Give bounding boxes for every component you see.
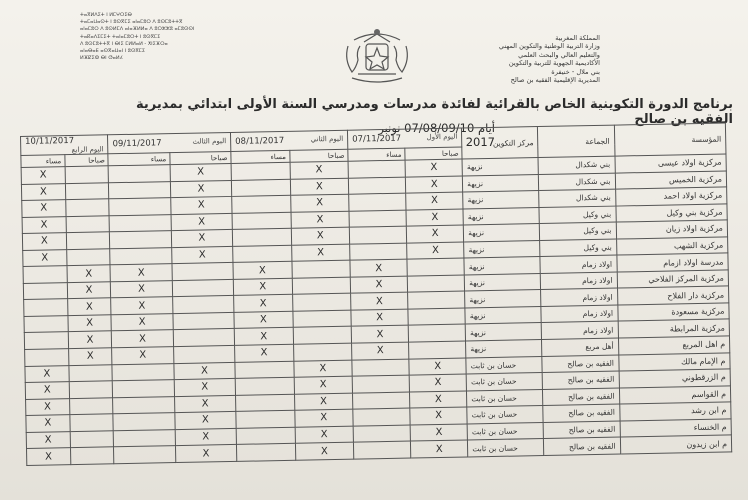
day-date: 09/11/2017: [112, 138, 162, 150]
commune-cell: بني شكدال: [538, 156, 614, 174]
attendance-mark: X: [234, 295, 293, 313]
attendance-mark: X: [406, 176, 463, 194]
institution-column-header: المؤسسة: [614, 123, 726, 156]
header-right-line: وزارة التربية الوطنية والتكوين المهني: [498, 42, 600, 51]
attendance-mark: X: [352, 342, 409, 360]
institution-cell: م ابن زيدون: [620, 435, 732, 454]
empty-cell: [65, 166, 109, 183]
header-left-line: ⴷ ⵓⵙⵎⵓⵜⵜⴳ ⵏ ⴱⵏⵉ ⵎⵍⵍⴰⵍ - ⵅⵏⵉⴼⵔⴰ: [80, 40, 168, 47]
morning-header: صباحا: [65, 154, 109, 167]
commune-cell: اولاد زمام: [542, 322, 618, 340]
empty-cell: [409, 341, 466, 359]
institution-cell: مدرسة اولاد ازمام: [616, 253, 728, 272]
evening-header: مساء: [108, 153, 170, 166]
attendance-mark: X: [26, 431, 70, 448]
empty-cell: [24, 299, 68, 316]
empty-cell: [173, 345, 235, 363]
empty-cell: [408, 308, 465, 326]
institution-cell: م الخنساء: [620, 419, 732, 438]
empty-cell: [353, 408, 410, 426]
attendance-mark: X: [291, 211, 350, 229]
attendance-mark: X: [410, 407, 467, 425]
document-subtitle: أيام 07/08/09/10 نونبر 2017: [378, 121, 495, 149]
attendance-mark: X: [411, 440, 468, 458]
empty-cell: [292, 260, 351, 278]
empty-cell: [69, 364, 113, 381]
empty-cell: [233, 245, 292, 263]
commune-cell: الفقيه بن صالح: [543, 371, 619, 389]
institution-cell: مركزية اولاد عيسى: [614, 154, 726, 173]
institution-cell: مركزية مسعودة: [617, 303, 729, 322]
attendance-mark: X: [290, 194, 349, 212]
attendance-mark: X: [295, 426, 354, 444]
day-header: [21, 135, 109, 156]
attendance-mark: X: [350, 276, 407, 294]
attendance-mark: X: [174, 379, 236, 397]
day-name: اليوم الثالث: [192, 137, 227, 146]
commune-cell: الفقيه بن صالح: [542, 355, 618, 373]
empty-cell: [108, 165, 170, 183]
attendance-mark: X: [22, 233, 66, 250]
commune-cell: اولاد زمام: [541, 305, 617, 323]
center-cell: نزيهة: [464, 273, 540, 291]
empty-cell: [235, 377, 294, 395]
empty-cell: [231, 179, 290, 197]
commune-cell: الفقيه بن صالح: [544, 437, 620, 455]
empty-cell: [353, 425, 410, 443]
center-cell: حسان بن ثابت: [466, 373, 542, 391]
empty-cell: [114, 446, 176, 464]
coat-of-arms-emblem: [334, 26, 420, 88]
institution-cell: مركزية دار الفلاح: [617, 286, 729, 305]
empty-cell: [292, 294, 351, 312]
institution-cell: مركزية بني وكيل: [615, 204, 727, 223]
institution-cell: م الإمام مالك: [618, 352, 730, 371]
commune-cell: أهل مربع: [542, 338, 618, 356]
attendance-mark: X: [111, 280, 173, 298]
attendance-mark: X: [410, 391, 467, 409]
attendance-mark: X: [175, 412, 237, 430]
attendance-mark: X: [405, 159, 462, 177]
header-tifinagh-block: [80, 12, 295, 62]
center-cell: نزيهة: [463, 174, 539, 192]
attendance-mark: X: [410, 424, 467, 442]
institution-cell: م اهل المربع: [618, 336, 730, 355]
empty-cell: [293, 343, 352, 361]
attendance-mark: X: [25, 382, 69, 399]
center-cell: نزيهة: [463, 207, 539, 225]
center-cell: نزيهة: [464, 240, 540, 258]
attendance-mark: X: [174, 395, 236, 413]
attendance-mark: X: [175, 445, 237, 463]
center-cell: نزيهة: [466, 340, 542, 358]
attendance-mark: X: [68, 315, 112, 332]
attendance-mark: X: [409, 358, 466, 376]
evening-header: مساء: [21, 155, 65, 168]
attendance-mark: X: [406, 192, 463, 210]
attendance-mark: X: [351, 309, 408, 327]
commune-cell: بني شكدال: [539, 173, 615, 191]
empty-cell: [113, 380, 175, 398]
empty-cell: [109, 214, 171, 232]
empty-cell: [23, 282, 67, 299]
empty-cell: [236, 410, 295, 428]
day-header: [231, 130, 348, 151]
morning-header: صباحا: [289, 149, 348, 162]
day-name: اليوم الثاني: [310, 134, 344, 144]
day-date: 07/11/2017: [352, 133, 402, 145]
empty-cell: [352, 359, 409, 377]
attendance-mark: X: [26, 398, 70, 415]
attendance-mark: X: [407, 242, 464, 260]
empty-cell: [408, 291, 465, 309]
header-left-line: ⴰⵏⴰⴱⴰⴹ ⴰⵙⴳⴰⵡⴰⵏ ⵏ ⵓⵙⴳⵎⵉ: [80, 48, 146, 55]
empty-cell: [173, 312, 235, 330]
day-name: اليوم الرابع: [71, 145, 104, 155]
center-column-header: مركز التكوين: [462, 127, 539, 159]
attendance-mark: X: [291, 227, 350, 245]
empty-cell: [70, 431, 114, 448]
attendance-mark: X: [22, 216, 66, 233]
empty-cell: [292, 277, 351, 295]
empty-cell: [172, 296, 234, 314]
commune-cell: الفقيه بن صالح: [543, 388, 619, 406]
header-left-line: ⵜⴰⴳⵍⴷⵉⵜ ⵏ ⵍⵎⵖⵔⵉⴱ: [80, 12, 132, 18]
center-cell: حسان بن ثابت: [468, 439, 544, 457]
empty-cell: [172, 263, 234, 281]
attendance-mark: X: [21, 183, 65, 200]
empty-cell: [352, 375, 409, 393]
center-cell: نزيهة: [465, 306, 541, 324]
header-right-line: بني ملال - خنيفرة: [551, 67, 600, 76]
attendance-mark: X: [294, 376, 353, 394]
attendance-mark: X: [111, 314, 173, 332]
empty-cell: [70, 414, 114, 431]
empty-cell: [66, 249, 110, 266]
empty-cell: [66, 232, 110, 249]
commune-cell: اولاد زمام: [541, 272, 617, 290]
attendance-mark: X: [171, 230, 233, 248]
empty-cell: [109, 181, 171, 199]
header-right-line: المملكة المغربية: [555, 34, 600, 42]
empty-cell: [114, 429, 176, 447]
empty-cell: [65, 199, 109, 216]
center-cell: نزيهة: [465, 290, 541, 308]
institution-cell: مركزية اولاد زيان: [616, 220, 728, 239]
attendance-mark: X: [170, 180, 232, 198]
empty-cell: [349, 210, 406, 228]
morning-header: صباحا: [170, 151, 232, 164]
attendance-mark: X: [235, 344, 294, 362]
header-left-line: ⵍⴼⵇⵉⵀ ⴱⵏ ⵚⴰⵍⵃ: [80, 55, 123, 62]
empty-cell: [235, 361, 294, 379]
attendance-mark: X: [290, 161, 349, 179]
schedule-body: [21, 154, 732, 465]
attendance-mark: X: [25, 365, 69, 382]
empty-cell: [349, 193, 406, 211]
commune-cell: الفقيه بن صالح: [543, 421, 619, 439]
attendance-mark: X: [406, 225, 463, 243]
center-cell: حسان بن ثابت: [467, 422, 543, 440]
attendance-mark: X: [26, 415, 70, 432]
attendance-mark: X: [409, 374, 466, 392]
attendance-mark: X: [112, 347, 174, 365]
empty-cell: [348, 160, 405, 178]
attendance-mark: X: [233, 278, 292, 296]
commune-cell: اولاد زمام: [540, 255, 616, 273]
day-header: [108, 132, 231, 153]
attendance-mark: X: [174, 362, 236, 380]
center-cell: نزيهة: [463, 191, 539, 209]
center-cell: حسان بن ثابت: [466, 356, 542, 374]
institution-cell: مركزية الشهب: [616, 237, 728, 256]
attendance-mark: X: [406, 209, 463, 227]
attendance-mark: X: [350, 259, 407, 277]
empty-cell: [24, 316, 68, 333]
attendance-mark: X: [291, 244, 350, 262]
empty-cell: [110, 247, 172, 265]
empty-cell: [113, 413, 175, 431]
empty-cell: [407, 258, 464, 276]
attendance-mark: X: [110, 264, 172, 282]
attendance-mark: X: [294, 409, 353, 427]
header-left-line: ⵜⴰⴽⴰⴷⵉⵎⵉⵜ ⵜⴰⵏⴰⵎⵓⵔⵜ ⵏ ⵓⵙⴳⵎⵉ: [80, 33, 161, 40]
attendance-mark: X: [170, 163, 232, 181]
center-cell: نزيهة: [464, 224, 540, 242]
institution-cell: م الزرقطوني: [619, 369, 731, 388]
commune-cell: بني وكيل: [540, 222, 616, 240]
header-arabic-block: [460, 34, 600, 84]
institution-cell: مركزية المرابطة: [618, 319, 730, 338]
header-right-line: الأكاديمية الجهوية للتربية والتكوين: [508, 59, 600, 68]
commune-cell: بني شكدال: [539, 189, 615, 207]
morning-header: صباحا: [405, 147, 462, 160]
empty-cell: [292, 310, 351, 328]
empty-cell: [407, 275, 464, 293]
attendance-mark: X: [68, 348, 112, 365]
attendance-mark: X: [23, 249, 67, 266]
attendance-mark: X: [294, 393, 353, 411]
header-right-line: المديرية الإقليمية الفقيه بن صالح: [510, 76, 600, 85]
empty-cell: [23, 266, 67, 283]
attendance-mark: X: [112, 330, 174, 348]
attendance-mark: X: [171, 246, 233, 264]
empty-cell: [232, 195, 291, 213]
empty-cell: [109, 198, 171, 216]
center-cell: حسان بن ثابت: [467, 389, 543, 407]
document-title: برنامج الدورة التكوينية الخاص بالقرائية لفائدة مدرسات ومدرسي السنة الأولى ابتدائي بمديرية الفقيه بن صالح: [136, 97, 733, 127]
attendance-mark: X: [233, 262, 292, 280]
day-date: 08/11/2017: [235, 135, 285, 147]
day-date: 10/11/2017: [25, 135, 75, 147]
attendance-mark: X: [22, 200, 66, 217]
empty-cell: [231, 162, 290, 180]
commune-cell: بني وكيل: [540, 239, 616, 257]
center-cell: حسان بن ثابت: [467, 406, 543, 424]
empty-cell: [232, 212, 291, 230]
center-cell: نزيهة: [465, 323, 541, 341]
day-header: [348, 128, 463, 149]
attendance-mark: X: [175, 428, 237, 446]
attendance-mark: X: [171, 213, 233, 231]
empty-cell: [24, 332, 68, 349]
commune-column-header: الجماعة: [538, 125, 615, 157]
center-cell: نزيهة: [462, 158, 538, 176]
header-left-line: ⵜⴰⵎⴰⵡⴰⵙⵜ ⵏ ⵓⵙⴳⵎⵉ ⴰⵏⴰⵎⵓⵔ ⴷ ⵓⵙⵎⵓⵜⵜⴳ: [80, 19, 183, 26]
empty-cell: [25, 349, 69, 366]
empty-cell: [236, 394, 295, 412]
institution-cell: م القواسم: [619, 386, 731, 405]
attendance-mark: X: [67, 265, 111, 282]
empty-cell: [348, 177, 405, 195]
empty-cell: [110, 231, 172, 249]
attendance-mark: X: [67, 298, 111, 315]
empty-cell: [353, 392, 410, 410]
empty-cell: [172, 279, 234, 297]
attendance-mark: X: [234, 328, 293, 346]
empty-cell: [173, 329, 235, 347]
institution-cell: م ابن رشد: [619, 402, 731, 421]
attendance-mark: X: [170, 197, 232, 215]
empty-cell: [65, 182, 109, 199]
attendance-mark: X: [27, 448, 71, 466]
attendance-mark: X: [21, 167, 65, 184]
attendance-mark: X: [68, 331, 112, 348]
empty-cell: [350, 243, 407, 261]
attendance-mark: X: [67, 282, 111, 299]
commune-cell: بني وكيل: [539, 206, 615, 224]
commune-cell: اولاد زمام: [541, 288, 617, 306]
empty-cell: [354, 441, 411, 459]
center-cell: نزيهة: [464, 257, 540, 275]
header-left-line: ⴰⵏⴰⵎⵓⵔ ⴷ ⵓⵙⵍⵎⴷ ⴰⵏⴰⴼⵍⵍⴰ ⴷ ⵓⵔⵣⵣⵓ ⴰⵎⵓⵙⵙⵏ: [80, 26, 195, 33]
evening-header: مساء: [348, 148, 405, 161]
empty-cell: [70, 447, 114, 465]
schedule-table: [20, 122, 732, 465]
attendance-mark: X: [351, 292, 408, 310]
empty-cell: [293, 327, 352, 345]
commune-cell: الفقيه بن صالح: [543, 404, 619, 422]
institution-cell: مركزية المركز الفلاحي: [617, 270, 729, 289]
empty-cell: [349, 226, 406, 244]
header-right-line: والتعليم العالي والبحث العلمي: [518, 50, 600, 59]
empty-cell: [236, 427, 295, 445]
attendance-mark: X: [351, 326, 408, 344]
empty-cell: [408, 324, 465, 342]
empty-cell: [232, 229, 291, 247]
attendance-mark: X: [290, 178, 349, 196]
empty-cell: [69, 381, 113, 398]
institution-cell: مركزية الخميس: [615, 170, 727, 189]
attendance-mark: X: [234, 311, 293, 329]
institution-cell: مركزية اولاد احمد: [615, 187, 727, 206]
attendance-mark: X: [293, 360, 352, 378]
empty-cell: [112, 363, 174, 381]
day-name: اليوم الأول: [426, 132, 458, 142]
empty-cell: [69, 397, 113, 414]
attendance-mark: X: [295, 442, 354, 460]
empty-cell: [66, 215, 110, 232]
attendance-mark: X: [111, 297, 173, 315]
evening-header: مساء: [231, 150, 290, 163]
empty-cell: [237, 444, 296, 462]
empty-cell: [113, 396, 175, 414]
